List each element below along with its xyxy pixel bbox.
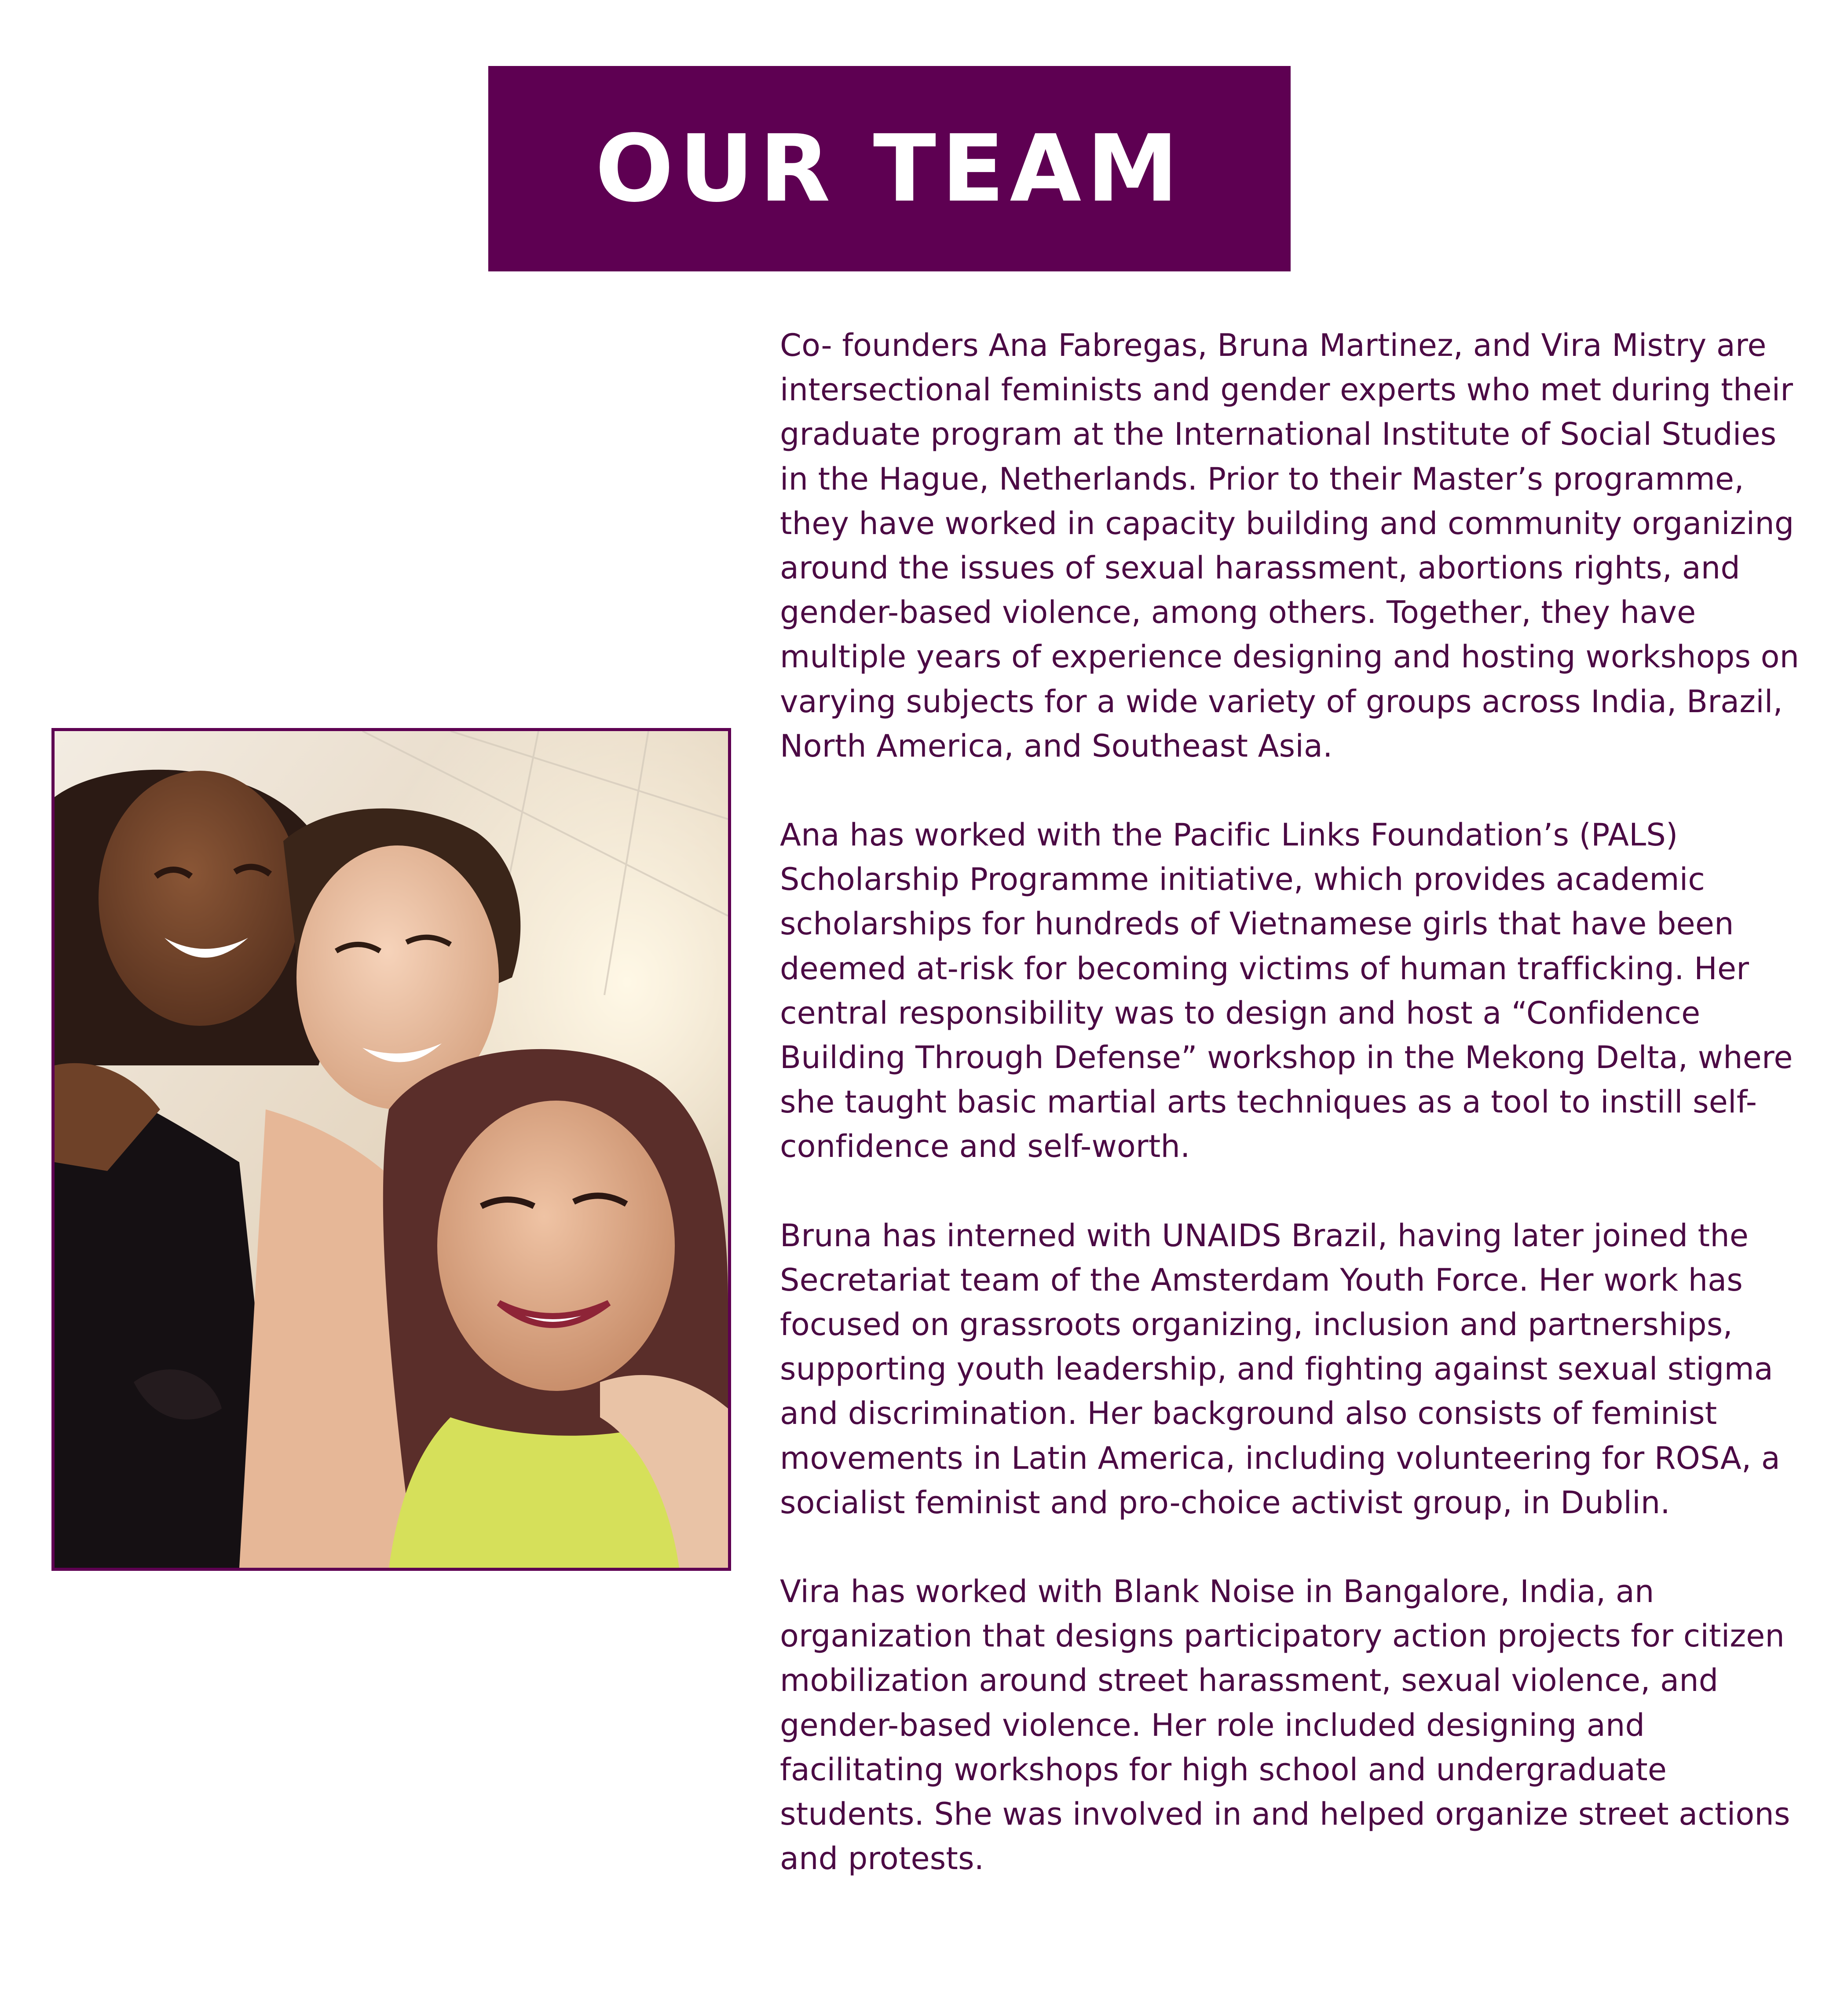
ana-paragraph: Ana has worked with the Pacific Links Foundation’s (PALS) Scholarship Programme initiative, which provides academic scholarships for hundreds of Vietnamese girls that have been deemed at-risk for becoming victims of human trafficking. Her central responsibility was to design and host a “Confidence Building Through Defense” workshop in the Mekong Delta, where she taught basic martial arts techniques as a tool to instill self-confidence and self-worth. [780,817,1793,1165]
vira-paragraph: Vira has worked with Blank Noise in Bangalore, India, an organization that designs participatory action projects for citizen mobilization around street harassment, sexual violence, and gender-based violence. Her role included designing and facilitating workshops for high school and undergraduate students. She was involved in and helped organize street actions and protests. [780,1573,1790,1877]
team-photo [51,728,731,1571]
intro-paragraph: Co- founders Ana Fabregas, Bruna Martinez, and Vira Mistry are intersectional feminists and gender experts who met during their graduate program at the International Institute of Social Studies in the Hague, Netherlands. Prior to their Master’s programme, they have worked in capacity building and community organizing around the issues of sexual harassment, abortions rights, and gender-based violence, among others. Together, they have multiple years of experience designing and hosting workshops on varying subjects for a wide variety of groups across India, Brazil, North America, and Southeast Asia. [780,327,1800,764]
team-description [780,323,1805,1881]
page-title: OUR TEAM [595,114,1184,223]
bruna-paragraph: Bruna has interned with UNAIDS Brazil, having later joined the Secretariat team of the Amsterdam Youth Force. Her work has focused on grassroots organizing, inclusion and partnerships, supporting youth leadership, and fighting against sexual stigma and discrimination. Her background also consists of feminist movements in Latin America, including volunteering for ROSA, a socialist feminist and pro-choice activist group, in Dublin. [780,1217,1781,1521]
title-banner [488,66,1291,271]
team-photo-illustration [55,731,728,1568]
